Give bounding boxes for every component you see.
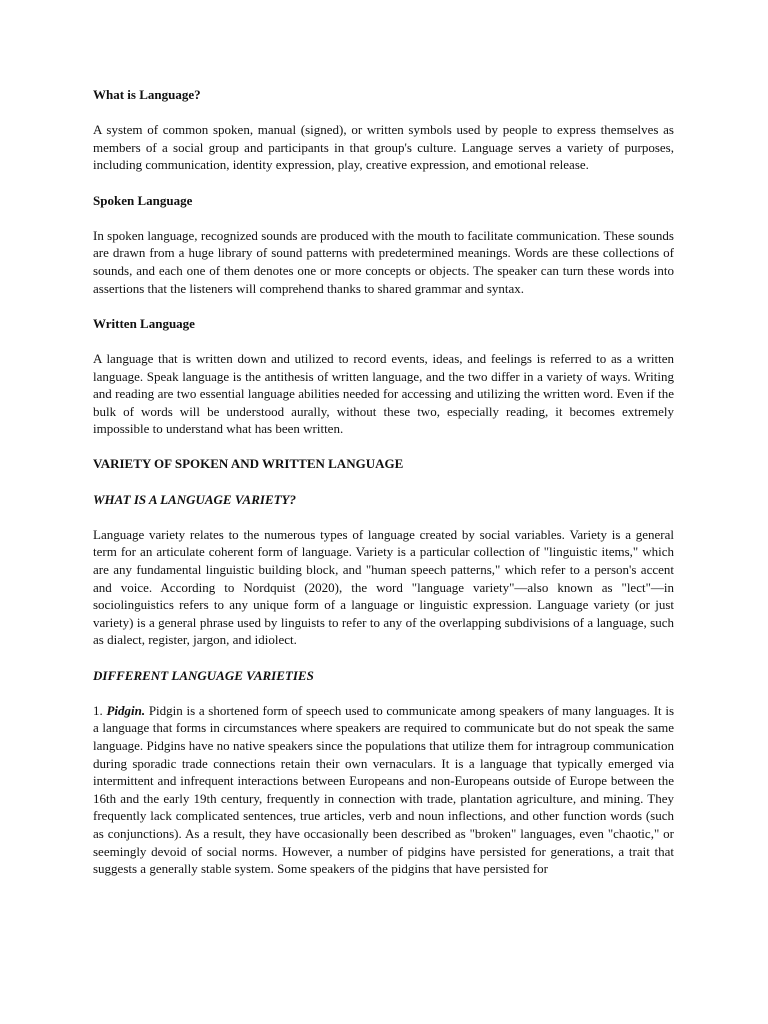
spacer xyxy=(93,438,674,456)
spacer xyxy=(93,297,674,315)
spacer xyxy=(93,473,674,491)
spacer xyxy=(93,174,674,192)
spacer xyxy=(93,649,674,667)
paragraph-spoken-language: In spoken language, recognized sounds are produced with the mouth to facilitate communication. These sounds are drawn from a huge library of sound patterns with predetermined meanings. Words are these collections of sounds, and each one of them denotes one or more concepts or objects. The speaker can turn these words into assertions that the listeners will comprehend thanks to shared grammar and syntax. xyxy=(93,227,674,296)
spacer xyxy=(93,684,674,702)
document-page xyxy=(93,86,674,878)
spacer xyxy=(93,332,674,350)
list-number: 1. xyxy=(93,702,103,718)
heading-written-language: Written Language xyxy=(93,315,195,331)
pidgin-label: Pidgin. xyxy=(106,702,146,718)
spacer xyxy=(93,508,674,526)
heading-different-varieties: DIFFERENT LANGUAGE VARIETIES xyxy=(93,667,314,683)
heading-what-is-variety: WHAT IS A LANGUAGE VARIETY? xyxy=(93,491,296,507)
heading-spoken-language: Spoken Language xyxy=(93,192,193,208)
paragraph-written-language: A language that is written down and utilized to record events, ideas, and feelings is referred to as a written language. Speak language is the antithesis of written language, and the two differ in a variety of ways. Writing and reading are two essential language abilities needed for accessing and utilizing the written word. Even if the bulk of words will be understood aurally, without these two, especially reading, it becomes extremely impossible to understand what has been written. xyxy=(93,350,674,437)
spacer xyxy=(93,209,674,227)
paragraph-what-is-language: A system of common spoken, manual (signed), or written symbols used by people to express themselves as members of a social group and participants in that group's culture. Language serves a variety of purposes, including communication, identity expression, play, creative expression, and emotional release. xyxy=(93,122,674,173)
paragraph-pidgin xyxy=(93,702,674,878)
pidgin-body: Pidgin is a shortened form of speech used to communicate among speakers of many languages. It is a language that forms in circumstances where speakers are required to communicate but do not speak the same language. Pidgins have no native speakers since the populations that utilize them for intragroup communication during sporadic trade connections retain their own vernaculars. It is a language that typically emerged via intermittent and infrequent interactions between Europeans and non-Europeans outside of Europe between the 16th and the early 19th century, frequently in connection with trade, plantation agriculture, and mining. They frequently lack complicated sentences, true articles, verb and noun inflections, and other function words (such as conjunctions). As a result, they have occasionally been described as "broken" languages, even "chaotic," or seemingly devoid of social norms. However, a number of pidgins have persisted for generations, a trait that suggests a generally stable system. Some speakers of the pidgins that have persisted for xyxy=(93,702,675,877)
heading-variety: VARIETY OF SPOKEN AND WRITTEN LANGUAGE xyxy=(93,456,404,472)
spacer xyxy=(93,104,674,122)
heading-what-is-language: What is Language? xyxy=(93,87,201,102)
paragraph-what-is-variety: Language variety relates to the numerous types of language created by social variables. Variety is a general term for an articulate coherent form of language. Variety is a particular collection of "linguistic items," which are any fundamental linguistic building block, and "human speech patterns," which refer to a person's accent and voice. According to Nordquist (2020), the word "language variety"—also known as "lect"—in sociolinguistics refers to any unique form of a language or linguistic expression. Language variety (or just variety) is a general phrase used by linguists to refer to any of the overlapping subdivisions of a language, such as dialect, register, jargon, and idiolect. xyxy=(93,526,674,648)
